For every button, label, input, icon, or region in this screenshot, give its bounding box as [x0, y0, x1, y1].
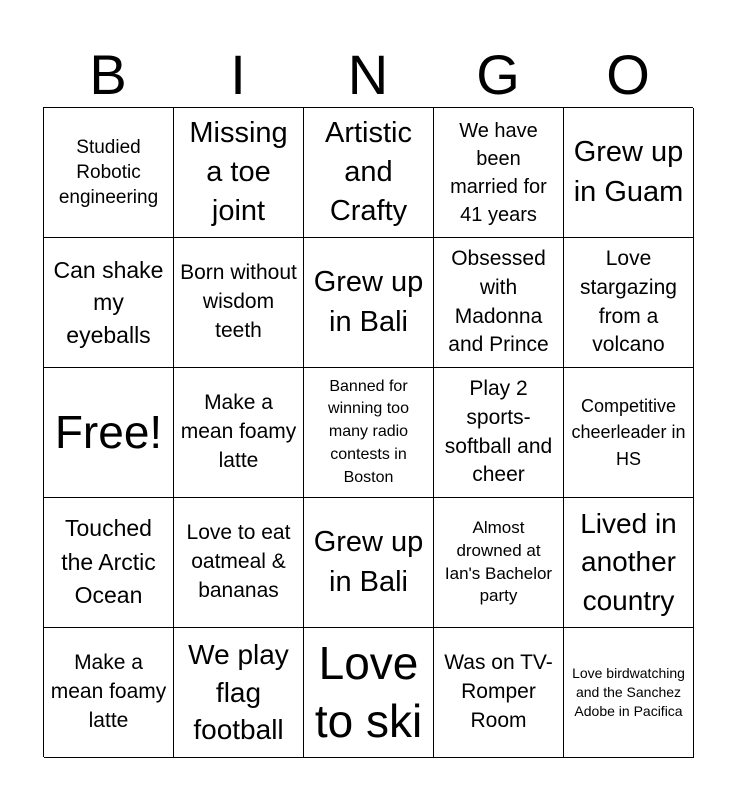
bingo-cell-r1c3[interactable] — [304, 108, 434, 238]
bingo-cell-text: Born without wisdom teeth — [180, 261, 297, 342]
bingo-cell-text: Was on TV-Romper Room — [444, 651, 553, 732]
header-letter-g: G — [476, 43, 520, 106]
bingo-header — [43, 44, 693, 106]
bingo-cell-text: Love to ski — [314, 637, 423, 747]
bingo-cell-r5c4[interactable] — [434, 628, 564, 758]
bingo-cell-text: Grew up in Bali — [313, 266, 424, 338]
bingo-cell-r3c4[interactable] — [434, 368, 564, 498]
header-letter-b: B — [89, 43, 127, 106]
header-letter-i: I — [230, 43, 246, 106]
header-letter-n: N — [347, 43, 389, 106]
bingo-cell-text: Obsessed with Madonna and Prince — [448, 246, 549, 357]
free-space-label: Free! — [54, 405, 163, 458]
bingo-cell-r5c1[interactable] — [44, 628, 174, 758]
bingo-cell-r2c5[interactable] — [564, 238, 694, 368]
bingo-cell-text: Grew up in Bali — [313, 526, 424, 598]
bingo-cell-r4c2[interactable] — [174, 498, 304, 628]
bingo-cell-text: Touched the Arctic Ocean — [61, 515, 156, 609]
bingo-cell-text: Love to eat oatmeal & bananas — [186, 521, 291, 602]
bingo-cell-text: Love stargazing from a volcano — [580, 246, 677, 357]
bingo-cell-r5c5[interactable] — [564, 628, 694, 758]
bingo-cell-text: Make a mean foamy latte — [180, 391, 297, 472]
bingo-cell-r1c4[interactable] — [434, 108, 564, 238]
bingo-cell-r5c2[interactable] — [174, 628, 304, 758]
bingo-cell-text: Grew up in Guam — [573, 136, 684, 208]
bingo-cell-text: We play flag football — [188, 638, 289, 746]
bingo-cell-text: Missing a toe joint — [189, 116, 288, 228]
bingo-cell-text: Studied Robotic engineering — [58, 136, 159, 209]
bingo-cell-text: Banned for winning too many radio contests in Boston — [328, 377, 409, 486]
bingo-cell-text: Artistic and Crafty — [325, 116, 412, 228]
bingo-cell-r3c1[interactable] — [44, 368, 174, 498]
bingo-cell-text: Can shake my eyeballs — [53, 257, 164, 348]
bingo-cell-r2c1[interactable] — [44, 238, 174, 368]
bingo-cell-r5c3[interactable] — [304, 628, 434, 758]
bingo-cell-r4c5[interactable] — [564, 498, 694, 628]
bingo-cell-r2c3[interactable] — [304, 238, 434, 368]
bingo-cell-r3c3[interactable] — [304, 368, 434, 498]
bingo-cell-r4c4[interactable] — [434, 498, 564, 628]
bingo-cell-r2c2[interactable] — [174, 238, 304, 368]
bingo-cell-text: Play 2 sports-softball and cheer — [444, 376, 553, 487]
bingo-cell-text: Lived in another country — [580, 507, 677, 616]
bingo-cell-r1c2[interactable] — [174, 108, 304, 238]
bingo-cell-text: We have been married for 41 years — [450, 119, 547, 226]
bingo-cell-text: Almost drowned at Ian's Bachelor party — [444, 517, 553, 606]
header-letter-o: O — [606, 43, 650, 106]
bingo-cell-r3c2[interactable] — [174, 368, 304, 498]
bingo-cell-text: Competitive cheerleader in HS — [571, 396, 686, 469]
bingo-cell-r2c4[interactable] — [434, 238, 564, 368]
bingo-cell-text: Love birdwatching and the Sanchez Adobe in Pacifica — [572, 664, 685, 720]
bingo-cell-r4c1[interactable] — [44, 498, 174, 628]
bingo-board — [43, 107, 693, 757]
bingo-cell-r1c1[interactable] — [44, 108, 174, 238]
bingo-cell-r3c5[interactable] — [564, 368, 694, 498]
bingo-cell-r4c3[interactable] — [304, 498, 434, 628]
bingo-cell-r1c5[interactable] — [564, 108, 694, 238]
bingo-cell-text: Make a mean foamy latte — [50, 651, 167, 732]
